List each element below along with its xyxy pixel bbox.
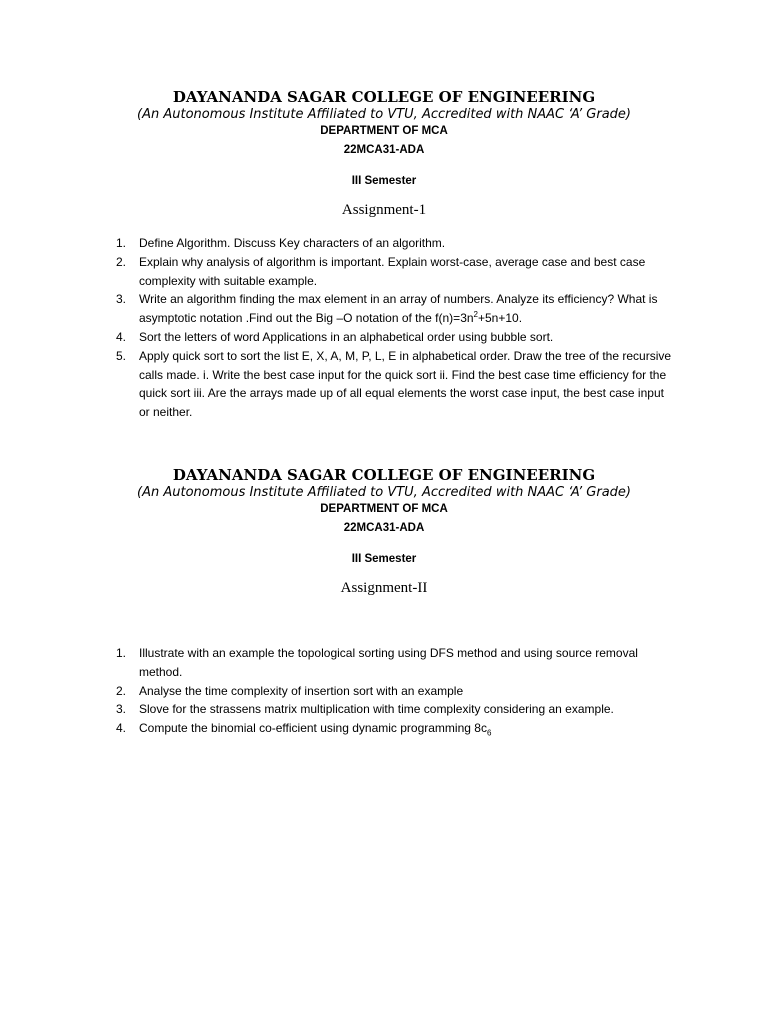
superscript: 2 [473, 310, 478, 320]
question-number: 1. [116, 646, 127, 660]
semester-label: III Semester [351, 175, 417, 187]
question-text: Slove for the strassens matrix multiplication with time complexity considering an example. [139, 702, 614, 717]
college-name: DAYANANDA SAGAR COLLEGE OF ENGINEERING [172, 466, 596, 484]
assignment-title: Assignment-II [340, 580, 428, 596]
question-item [0, 682, 768, 701]
question-text: Sort the letters of word Applications in an alphabetical order using bubble sort. [139, 329, 554, 344]
subscript: 6 [486, 728, 492, 738]
question-number: 4. [116, 721, 127, 736]
course-code: 22MCA31-ADA [343, 144, 425, 156]
question-number: 5. [116, 348, 127, 363]
affiliation-line: (An Autonomous Institute Affiliated to VTU, Accredited with NAAC ‘A’ Grade) [137, 107, 631, 122]
department-name: DEPARTMENT OF MCA [320, 125, 448, 137]
question-item [0, 644, 768, 682]
question-text: Compute the binomial co-efficient using dynamic programming 8c [139, 721, 487, 736]
assignment-2-header [0, 466, 768, 597]
question-number: 4. [116, 329, 127, 344]
semester-label: III Semester [351, 553, 417, 565]
question-number: 1. [116, 236, 127, 250]
assignment-2-question-list [0, 644, 768, 738]
question-text: Illustrate with an example the topological sorting using DFS method and using source removal method. [139, 646, 638, 679]
question-item [0, 719, 768, 738]
question-item [0, 234, 768, 253]
question-text: Analyse the time complexity of insertion sort with an example [139, 683, 464, 698]
question-text: Write an algorithm finding the max element in an array of numbers. Analyze its efficiency? What is asymptotic notation .Find out the Big –O notation of the f(n)=3n [139, 292, 658, 326]
department-name: DEPARTMENT OF MCA [320, 503, 448, 515]
question-text-continued: +5n+10. [478, 311, 523, 326]
affiliation-line: (An Autonomous Institute Affiliated to VTU, Accredited with NAAC ‘A’ Grade) [137, 485, 631, 500]
assignment-title: Assignment-1 [341, 202, 427, 218]
question-item [0, 290, 768, 328]
question-item [0, 253, 768, 291]
question-text: Explain why analysis of algorithm is important. Explain worst-case, average case and best case complexity with suitable example. [139, 254, 646, 288]
question-number: 3. [116, 292, 127, 307]
question-number: 2. [116, 254, 127, 269]
question-item [0, 700, 768, 719]
course-code: 22MCA31-ADA [343, 522, 425, 534]
question-item [0, 347, 768, 422]
assignment-1-question-list [0, 234, 768, 422]
question-text: Define Algorithm. Discuss Key characters of an algorithm. [139, 236, 446, 250]
question-text: Apply quick sort to sort the list E, X, A, M, P, L, E in alphabetical order. Draw the tree of the recursive calls made. i. Write the best case input for the quick sort ii. Find the best case time efficiency for the quick sort iii. Are the arrays made up of all equal elements the worst case input, the best case input or neither. [139, 348, 672, 420]
question-number: 2. [116, 683, 127, 698]
assignment-1-header [0, 88, 768, 219]
college-name: DAYANANDA SAGAR COLLEGE OF ENGINEERING [172, 88, 596, 106]
question-item [0, 328, 768, 347]
question-number: 3. [116, 702, 127, 717]
